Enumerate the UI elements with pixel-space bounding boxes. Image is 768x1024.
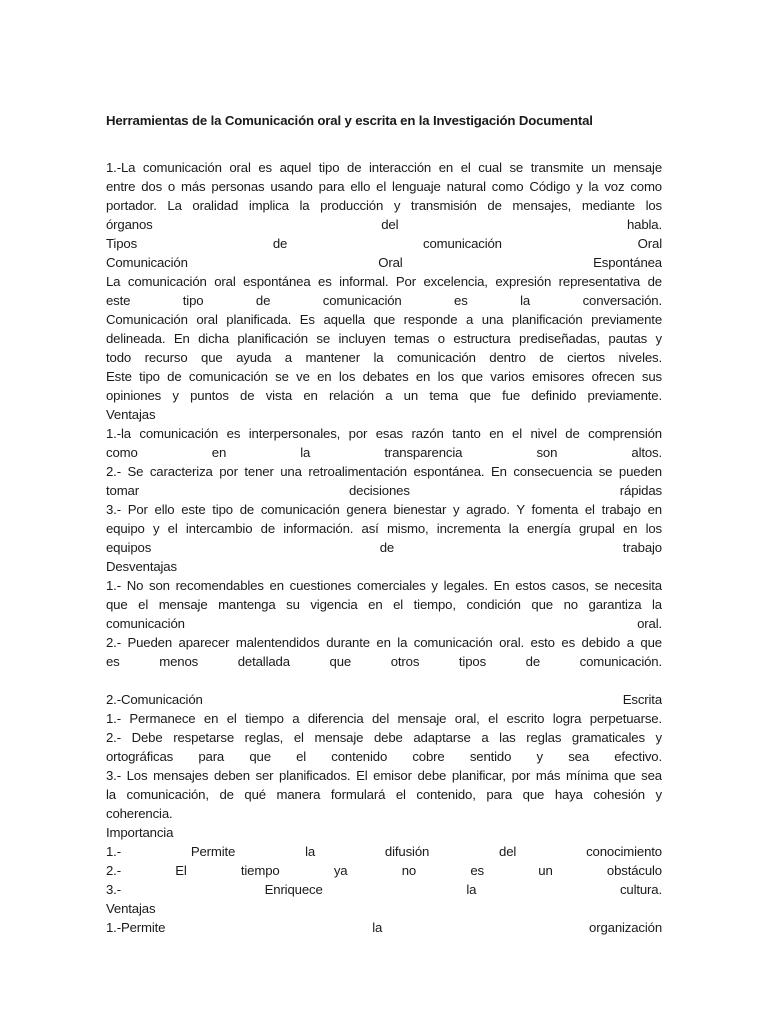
- text-line: Tipos de comunicación Oral: [106, 236, 662, 251]
- document-text-lines: [106, 158, 662, 937]
- text-line: órganos del habla.: [106, 217, 662, 232]
- text-line: 2.- Debe respetarse reglas, el mensaje debe adaptarse a las reglas gramaticales y: [106, 730, 662, 745]
- text-line: 3.- Por ello este tipo de comunicación genera bienestar y agrado. Y fomenta el trabajo en: [106, 502, 662, 517]
- text-line: 3.- Enriquece la cultura.: [106, 882, 662, 897]
- text-line: Importancia: [106, 825, 174, 840]
- title-spacer: [106, 130, 662, 158]
- document-body: [106, 111, 662, 937]
- text-line: delineada. En dicha planificación se incluyen temas o estructura prediseñadas, pautas y: [106, 331, 662, 346]
- text-line: este tipo de comunicación es la conversación.: [106, 293, 662, 308]
- text-line: Desventajas: [106, 559, 177, 574]
- text-line: todo recurso que ayuda a mantener la comunicación dentro de ciertos niveles.: [106, 350, 662, 365]
- text-line: 1.-la comunicación es interpersonales, por esas razón tanto en el nivel de comprensión: [106, 426, 662, 441]
- text-line: es menos detallada que otros tipos de comunicación.: [106, 654, 662, 669]
- text-line: 1.-La comunicación oral es aquel tipo de interacción en el cual se transmite un mensaje: [106, 160, 662, 175]
- text-line: 1.- Permanece en el tiempo a diferencia del mensaje oral, el escrito logra perpetuarse.: [106, 711, 662, 726]
- text-line: 1.- No son recomendables en cuestiones comerciales y legales. En estos casos, se necesita: [106, 578, 662, 593]
- text-line: Comunicación oral planificada. Es aquella que responde a una planificación previamente: [106, 312, 662, 327]
- text-line: Ventajas: [106, 407, 156, 422]
- text-line: comunicación oral.: [106, 616, 662, 631]
- text-line: entre dos o más personas usando para ello el lenguaje natural como Código y la voz como: [106, 179, 662, 194]
- text-line: Ventajas: [106, 901, 156, 916]
- text-line: 2.- El tiempo ya no es un obstáculo: [106, 863, 662, 878]
- text-line: equipos de trabajo: [106, 540, 662, 555]
- text-line: coherencia.: [106, 806, 173, 821]
- text-line: como en la transparencia son altos.: [106, 445, 662, 460]
- text-line: La comunicación oral espontánea es informal. Por excelencia, expresión representativa de: [106, 274, 662, 289]
- text-line: tomar decisiones rápidas: [106, 483, 662, 498]
- text-line: ortográficas para que el contenido cobre sentido y sea efectivo.: [106, 749, 662, 764]
- text-line: 1.- Permite la difusión del conocimiento: [106, 844, 662, 859]
- text-line: 2.-Comunicación Escrita: [106, 692, 662, 707]
- text-line: 3.- Los mensajes deben ser planificados. El emisor debe planificar, por más mínima que sea: [106, 768, 662, 783]
- text-line: Comunicación Oral Espontánea: [106, 255, 662, 270]
- text-line: la comunicación, de qué manera formulará el contenido, para que haya cohesión y: [106, 787, 662, 802]
- text-line: equipo y el intercambio de información. así mismo, incrementa la energía grupal en los: [106, 521, 662, 536]
- text-line: Este tipo de comunicación se ve en los debates en los que varios emisores ofrecen sus: [106, 369, 662, 384]
- blank-line: [106, 671, 662, 690]
- text-line: portador. La oralidad implica la producción y transmisión de mensajes, mediante los: [106, 198, 662, 213]
- text-line: 1.-Permite la organización: [106, 920, 662, 935]
- text-line: 2.- Se caracteriza por tener una retroalimentación espontánea. En consecuencia se pueden: [106, 464, 662, 479]
- document-title: Herramientas de la Comunicación oral y escrita en la Investigación Documental: [106, 113, 593, 128]
- text-line: 2.- Pueden aparecer malentendidos durante en la comunicación oral. esto es debido a que: [106, 635, 662, 650]
- text-line: opiniones y puntos de vista en relación a un tema que fue definido previamente.: [106, 388, 662, 403]
- text-line: que el mensaje mantenga su vigencia en el tiempo, condición que no garantiza la: [106, 597, 662, 612]
